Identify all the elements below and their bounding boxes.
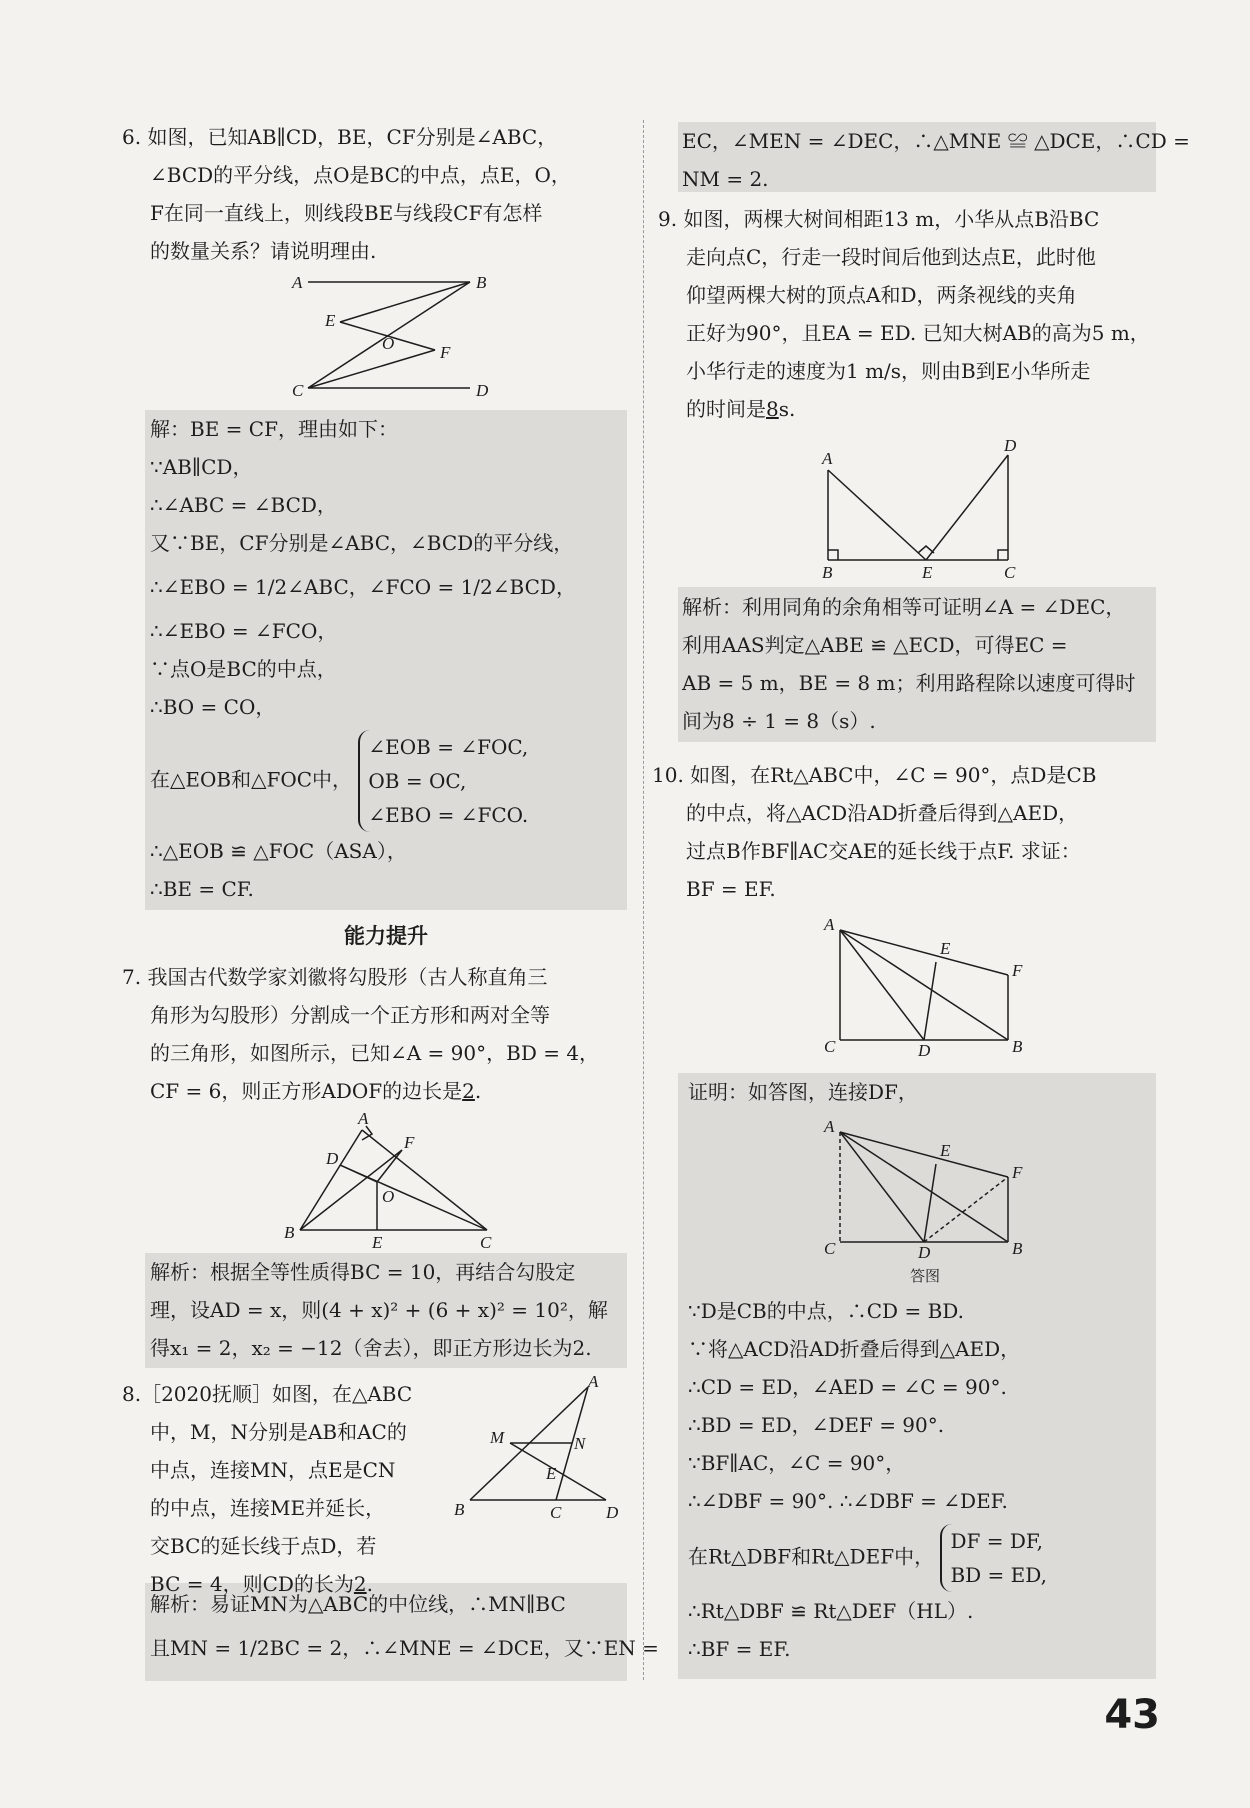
q7-line: 7. 我国古代数学家刘徽将勾股形（古人称直角三 <box>122 965 548 989</box>
q6-line: F在同一直线上，则线段BE与线段CF有怎样 <box>150 201 543 225</box>
fig6-label-o: O <box>382 334 395 353</box>
fig9-label-e: E <box>922 563 933 580</box>
q9-figure <box>808 440 1028 580</box>
q10-proof-line: ∵BF∥AC，∠C = 90°， <box>688 1451 906 1475</box>
q9-tail: s. <box>778 397 796 421</box>
q10-system-line: BD = ED, <box>950 1563 1047 1587</box>
fig8-label-a: A <box>588 1375 599 1391</box>
page-number: 43 <box>1104 1692 1160 1738</box>
fig10ans-label-f: F <box>1012 1163 1023 1182</box>
fig8-label-n: N <box>574 1434 586 1453</box>
q8-solution-line: 解析：易证MN为△ABC的中位线，∴MN∥BC <box>150 1592 566 1616</box>
q10-proof-line: ∴BD = ED，∠DEF = 90°. <box>688 1413 945 1437</box>
q9-line: 小华行走的速度为1 m/s，则由B到E小华所走 <box>686 359 1091 383</box>
q6-system-line: ∠EOB = ∠FOC, <box>368 735 529 759</box>
q6-solution-line: ∵点O是BC的中点， <box>150 657 337 681</box>
q6-system-prefix: 在△EOB和△FOC中， <box>150 767 353 792</box>
q10-line: 10. 如图，在Rt△ABC中，∠C = 90°，点D是CB <box>652 763 1097 787</box>
q9-line: 走向点C，行走一段时间后他到达点E，此时他 <box>686 245 1096 269</box>
q8-solution-line: 且MN = 1/2BC = 2，∴∠MNE = ∠DCE，又∵EN = <box>150 1636 659 1660</box>
q9-solution-line: 间为8 ÷ 1 = 8（s）. <box>682 709 876 733</box>
q8-figure <box>450 1375 635 1525</box>
q8-line: 中点，连接MN，点E是CN <box>150 1458 396 1482</box>
q9-solution-line: 解析：利用同角的余角相等可证明∠A = ∠DEC， <box>682 595 1126 619</box>
fig10ans-label-e: E <box>940 1141 951 1160</box>
q9-answer: 8 <box>766 397 779 421</box>
q9-line: 正好为90°，且EA = ED. 已知大树AB的高为5 m， <box>686 321 1150 345</box>
fig7-label-e: E <box>372 1233 383 1250</box>
fig10-label-c: C <box>824 1037 836 1056</box>
q8-line: 8.［2020抚顺］如图，在△ABC <box>122 1382 413 1406</box>
q10-line: 过点B作BF∥AC交AE的延长线于点F. 求证： <box>686 839 1081 863</box>
q6-system-line: OB = OC, <box>368 769 467 793</box>
fig6-label-e: E <box>325 311 336 330</box>
section-heading: 能力提升 <box>344 924 428 948</box>
fig7-label-d: D <box>326 1149 339 1168</box>
q10-system-brace <box>940 1524 1046 1592</box>
q10-answer-figure <box>818 1112 1038 1262</box>
fig10ans-label-a: A <box>824 1117 835 1136</box>
q6-line: ∠BCD的平分线，点O是BC的中点，点E，O， <box>150 163 571 187</box>
q8-cont-line: NM = 2. <box>682 167 769 191</box>
q7-solution-line: 得x₁ = 2，x₂ = −12（舍去），即正方形边长为2. <box>150 1336 592 1360</box>
q6-solution-line: 解：BE = CF，理由如下： <box>150 417 398 441</box>
fig10ans-label-b: B <box>1012 1239 1023 1258</box>
q7-tail: . <box>474 1079 482 1103</box>
fig9-label-c: C <box>1004 563 1016 580</box>
q9-solution-line: 利用AAS判定△ABE ≌ △ECD，可得EC = <box>682 633 1068 657</box>
fig10-label-b: B <box>1012 1037 1023 1056</box>
q10-proof-head <box>688 1073 1153 1111</box>
fig9-label-d: D <box>1004 440 1017 455</box>
q8-cont-line: EC，∠MEN = ∠DEC，∴△MNE ≌ △DCE，∴CD = <box>682 129 1190 153</box>
q7-line: 角形为勾股形）分割成一个正方形和两对全等 <box>150 1003 550 1027</box>
fig9-label-b: B <box>822 563 833 580</box>
q10-proof-line: ∵将△ACD沿AD折叠后得到△AED， <box>688 1337 1021 1361</box>
q8-question <box>122 1375 452 1603</box>
answer-figure-caption: 答图 <box>909 1267 940 1285</box>
column-divider <box>643 120 644 1680</box>
fig6-label-d: D <box>476 381 489 400</box>
q8-line: 中，M，N分别是AB和AC的 <box>150 1420 407 1444</box>
q6-line: 的数量关系？请说明理由. <box>150 239 377 263</box>
q7-last-text: CF = 6，则正方形ADOF的边长是 <box>150 1079 463 1103</box>
q6-solution-line: ∴∠EBO = 1/2∠ABC，∠FCO = 1/2∠BCD， <box>150 575 576 599</box>
fig8-label-m: M <box>490 1428 505 1447</box>
q7-solution <box>150 1253 625 1367</box>
q7-question <box>122 958 627 1110</box>
q10-proof-head-line: 证明：如答图，连接DF， <box>688 1080 918 1104</box>
q10-conclusion-line: ∴BF = EF. <box>688 1637 791 1661</box>
q10-proof-line: ∴∠DBF = 90°. ∴∠DBF = ∠DEF. <box>688 1489 1008 1513</box>
fig7-label-c: C <box>480 1233 492 1250</box>
q6-system-line: ∠EBO = ∠FCO. <box>368 803 529 827</box>
fig8-label-d: D <box>606 1503 619 1522</box>
q8-line: 交BC的延长线于点D，若 <box>150 1534 377 1558</box>
q8-continuation <box>682 122 1190 198</box>
q6-conclusion-line: ∴△EOB ≌ △FOC（ASA）， <box>150 839 407 863</box>
q10-system-row <box>688 1524 1153 1592</box>
fig10-label-f: F <box>1012 961 1023 980</box>
q7-line: 的三角形，如图所示，已知∠A = 90°，BD = 4， <box>150 1041 600 1065</box>
q7-figure <box>282 1110 502 1250</box>
q8-solution <box>150 1585 659 1673</box>
q9-line: 仰望两棵大树的顶点A和D，两条视线的夹角 <box>686 283 1077 307</box>
q10-line: BF = EF. <box>686 877 776 901</box>
fig8-label-e: E <box>546 1464 557 1483</box>
q10-system-prefix: 在Rt△DBF和Rt△DEF中， <box>688 1544 935 1569</box>
fig7-label-a: A <box>358 1110 369 1128</box>
fig6-label-a: A <box>292 273 303 292</box>
q9-question <box>658 200 1158 428</box>
q10-question <box>652 756 1157 908</box>
fig9-label-a: A <box>822 449 833 468</box>
q6-solution-line: ∴∠EBO = ∠FCO， <box>150 619 338 643</box>
fig8-label-c: C <box>550 1503 562 1522</box>
q8-tail: . <box>366 1572 373 1596</box>
q6-solution-line: ∵AB∥CD， <box>150 455 253 479</box>
q9-solution <box>682 588 1157 740</box>
q8-line: 的中点，连接ME并延长， <box>150 1496 386 1520</box>
q6-question <box>122 118 627 270</box>
q10-line: 的中点，将△ACD沿AD折叠后得到△AED， <box>686 801 1079 825</box>
q6-solution-line: ∴∠ABC = ∠BCD， <box>150 493 337 517</box>
q6-system-row <box>150 730 625 832</box>
fig10-label-e: E <box>940 939 951 958</box>
fig10-label-a: A <box>824 915 835 934</box>
q7-answer: 2 <box>462 1079 475 1103</box>
q10-proof <box>688 1292 1153 1668</box>
fig7-label-b: B <box>284 1223 295 1242</box>
q9-last-text: 的时间是 <box>686 397 766 421</box>
fig8-label-b: B <box>454 1500 465 1519</box>
q6-solution-line: 又∵BE，CF分别是∠ABC，∠BCD的平分线， <box>150 531 574 555</box>
q10-system-line: DF = DF, <box>950 1529 1043 1553</box>
q6-figure <box>280 270 510 400</box>
q10-figure <box>818 910 1038 1060</box>
q9-line: 9. 如图，两棵大树间相距13 m，小华从点B沿BC <box>658 207 1100 231</box>
fig7-label-o: O <box>382 1187 395 1206</box>
q7-solution-line: 理，设AD = x，则(4 + x)² + (6 + x)² = 10²，解 <box>150 1298 608 1322</box>
fig7-label-f: F <box>404 1133 415 1152</box>
fig10ans-label-c: C <box>824 1239 836 1258</box>
q6-solution <box>150 410 625 908</box>
fig6-label-f: F <box>440 343 451 362</box>
q9-line-with-answer <box>658 390 1158 428</box>
q10-proof-line: ∵D是CB的中点，∴CD = BD. <box>688 1299 964 1323</box>
q6-solution-line: ∴BO = CO， <box>150 695 276 719</box>
q6-line: 6. 如图，已知AB∥CD，BE，CF分别是∠ABC， <box>122 125 558 149</box>
fig6-label-b: B <box>476 273 487 292</box>
q8-answer: 2 <box>353 1572 367 1596</box>
q10-conclusion-line: ∴Rt△DBF ≌ Rt△DEF（HL）. <box>688 1599 974 1623</box>
q8-last-text: BC = 4，则CD的长为 <box>150 1572 354 1596</box>
q7-solution-line: 解析：根据全等性质得BC = 10，再结合勾股定 <box>150 1260 576 1284</box>
q9-solution-line: AB = 5 m，BE = 8 m；利用路程除以速度可得时 <box>682 671 1136 695</box>
q6-conclusion-line: ∴BE = CF. <box>150 877 254 901</box>
left-column <box>122 118 627 270</box>
q6-system-brace <box>358 730 528 832</box>
fig6-label-c: C <box>292 381 304 400</box>
fig10-label-d: D <box>918 1041 931 1060</box>
q7-line-with-answer <box>122 1072 627 1110</box>
q10-proof-line: ∴CD = ED，∠AED = ∠C = 90°. <box>688 1375 1007 1399</box>
fig10ans-label-d: D <box>918 1243 931 1262</box>
